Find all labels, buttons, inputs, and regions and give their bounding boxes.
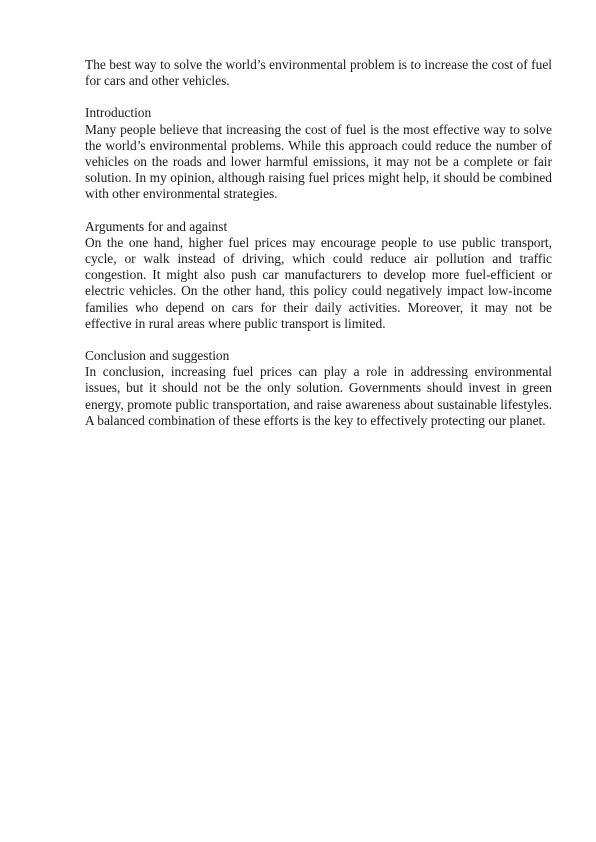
section-heading-arguments: Arguments for and against: [85, 218, 228, 234]
section-body-conclusion: In conclusion, increasing fuel prices can play a role in addressing environmental issues, but it should not be the only solution. Governments should invest in green energy, promote public transportation, and raise awareness about sustainable lifestyles. A balanced combination of these efforts is the key to effectively protecting our planet.: [85, 364, 552, 428]
section-heading-conclusion: Conclusion and suggestion: [85, 348, 230, 364]
section-heading-introduction: Introduction: [85, 105, 152, 121]
section-arguments: [85, 219, 552, 332]
section-body-arguments: On the one hand, higher fuel prices may encourage people to use public transport, cycle, or walk instead of driving, which could reduce air pollution and traffic congestion. It might also push car manufacturers to develop more fuel-efficient or electric vehicles. On the other hand, this policy could negatively impact low-income families who depend on cars for their daily activities. Moreover, it may not be effective in rural areas where public transport is limited.: [85, 234, 552, 331]
section-introduction: [85, 105, 552, 202]
section-conclusion: [85, 348, 552, 429]
essay-thesis: The best way to solve the world’s environmental problem is to increase the cost of fuel for cars and other vehicles.: [85, 57, 552, 89]
section-body-introduction: Many people believe that increasing the cost of fuel is the most effective way to solve the world’s environmental problems. While this approach could reduce the number of vehicles on the roads and lower harmful emissions, it may not be a complete or fair solution. In my opinion, although raising fuel prices might help, it should be combined with other environmental strategies.: [85, 121, 552, 202]
document-page: [85, 57, 552, 445]
